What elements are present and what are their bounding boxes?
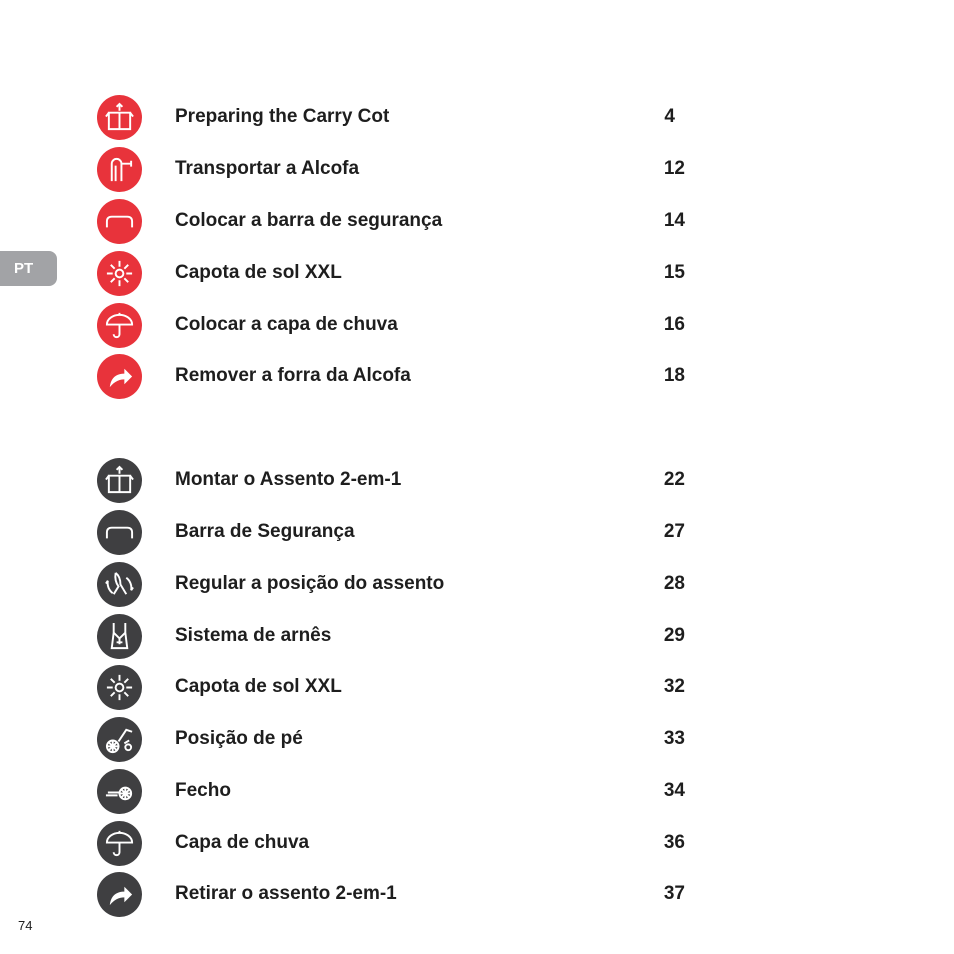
toc-entry-page: 28	[663, 573, 685, 594]
toc-entry-label: Transportar a Alcofa	[175, 158, 360, 179]
toc-entry-page: 33	[663, 728, 685, 749]
toc-entry-page: 22	[663, 469, 685, 490]
toc-entry[interactable]	[97, 821, 697, 867]
toc-entry-label: Sistema de arnês	[175, 625, 332, 646]
toc-entry-label: Preparing the Carry Cot	[175, 106, 390, 127]
toc-entry[interactable]	[97, 769, 697, 815]
toc-entry-label: Regular a posição do assento	[175, 573, 445, 594]
toc-entry-page: 37	[663, 883, 685, 904]
carry-handle-icon	[97, 147, 142, 192]
toc-entry-label: Montar o Assento 2-em-1	[175, 469, 402, 490]
footrest-icon	[97, 717, 142, 762]
toc-entry-label: Capota de sol XXL	[175, 676, 342, 697]
toc-entry-page: 27	[663, 521, 685, 542]
curved-arrow-icon	[97, 354, 142, 399]
toc-entry[interactable]	[97, 717, 697, 763]
toc-entry-page: 4	[664, 106, 675, 127]
language-tab[interactable]: PT	[0, 251, 57, 286]
toc-entry-page: 12	[663, 158, 685, 179]
seat-recline-icon	[97, 562, 142, 607]
toc-entry[interactable]	[97, 458, 697, 504]
toc-entry-label: Fecho	[175, 780, 231, 801]
harness-icon	[97, 614, 142, 659]
toc-entry-label: Barra de Segurança	[175, 521, 355, 542]
toc-entry[interactable]	[97, 614, 697, 660]
toc-entry[interactable]	[97, 510, 697, 556]
toc-entry[interactable]	[97, 199, 697, 245]
curved-arrow-icon	[97, 872, 142, 917]
toc-entry-label: Remover a forra da Alcofa	[175, 365, 411, 386]
box-unpack-icon	[97, 458, 142, 503]
toc-entry-label: Colocar a barra de segurança	[175, 210, 443, 231]
box-unpack-icon	[97, 95, 142, 140]
toc-entry-page: 14	[663, 210, 685, 231]
sun-icon	[97, 251, 142, 296]
toc-entry-label: Retirar o assento 2-em-1	[175, 883, 397, 904]
toc-entry-page: 34	[663, 780, 685, 801]
fold-icon	[97, 769, 142, 814]
toc-entry-page: 32	[663, 676, 685, 697]
bumper-bar-icon	[97, 510, 142, 555]
toc-entry-page: 15	[663, 262, 685, 283]
toc-entry[interactable]	[97, 303, 697, 349]
toc-entry-label: Colocar a capa de chuva	[175, 314, 398, 335]
umbrella-icon	[97, 303, 142, 348]
toc-entry[interactable]	[97, 665, 697, 711]
toc-entry-page: 18	[663, 365, 685, 386]
toc-entry[interactable]	[97, 251, 697, 297]
bumper-bar-icon	[97, 199, 142, 244]
toc-entry-label: Capota de sol XXL	[175, 262, 342, 283]
toc-entry-page: 36	[663, 832, 685, 853]
toc-entry[interactable]	[97, 95, 697, 141]
toc-entry-page: 16	[663, 314, 685, 335]
sun-icon	[97, 665, 142, 710]
toc-entry-label: Capa de chuva	[175, 832, 310, 853]
toc-entry[interactable]	[97, 147, 697, 193]
toc-entry[interactable]	[97, 562, 697, 608]
page-number: 74	[18, 918, 33, 933]
toc-entry[interactable]	[97, 354, 697, 400]
toc-entry[interactable]	[97, 872, 697, 918]
toc-entry-label: Posição de pé	[175, 728, 303, 749]
toc-entry-page: 29	[663, 625, 685, 646]
umbrella-icon	[97, 821, 142, 866]
